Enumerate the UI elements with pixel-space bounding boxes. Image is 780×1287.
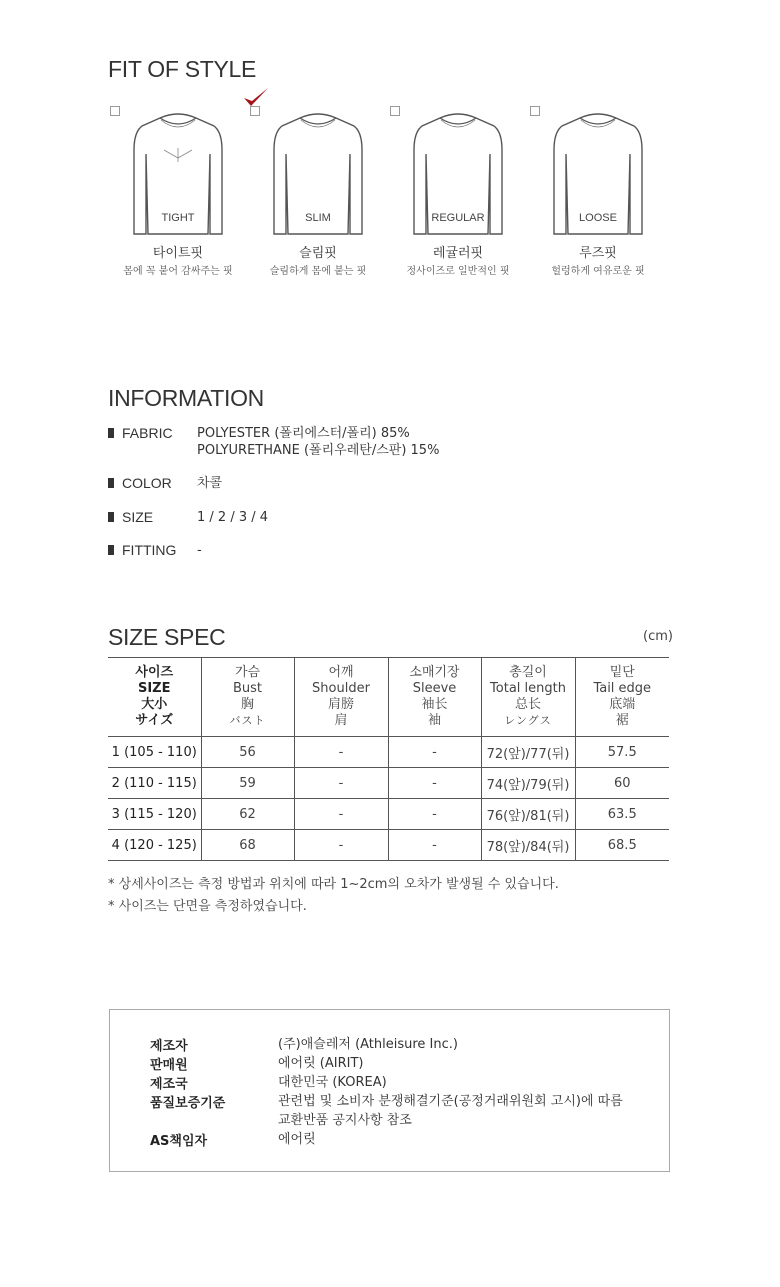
header-line: バスト [229,714,266,727]
header-line: Bust [232,681,263,696]
table-row [108,830,669,861]
table-cell: 1 (105 - 110) [108,737,201,768]
fit-description: 정사이즈로 일반적인 핏 [406,266,510,277]
info-label: SIZE [122,509,154,525]
fit-name: 레귤러핏 [432,246,484,261]
header-line: 底端 [609,697,636,712]
table-cell: - [388,830,481,861]
info-value: - [197,543,202,558]
fit-tag: LOOSE [579,212,617,224]
table-cell: 57.5 [575,737,669,768]
table-cell: 62 [201,799,294,830]
header-line: SIZE [137,681,171,696]
checkbox [110,106,120,116]
table-cell: 76(앞)/81(뒤) [481,799,575,830]
table-cell: 68.5 [575,830,669,861]
table-row [108,737,669,768]
maker-key: 판매원 [150,1058,188,1073]
header-bust [201,658,294,737]
table-cell: 72(앞)/77(뒤) [481,737,575,768]
fit-tag: REGULAR [431,212,485,224]
info-value [197,425,439,459]
header-tail-edge [575,658,669,737]
fit-option-loose [528,100,668,280]
unit-label: (cm) [643,629,673,644]
fabric-line-1: POLYESTER (폴리에스터/폴리) 85% [197,426,410,441]
header-line: サイズ [135,713,174,728]
header-line: 총길이 [509,665,547,680]
info-value: 차콜 [197,476,223,491]
header-line: Tail edge [593,681,652,696]
maker-value [278,1092,623,1130]
fit-option-slim [248,100,388,280]
info-label: FITTING [122,542,177,558]
table-cell: 3 (115 - 120) [108,799,201,830]
header-line: Total length [490,681,566,696]
header-line: 가슴 [234,665,261,680]
size-spec-title: SIZE SPEC [108,624,226,650]
fit-description: 헐렁하게 여유로운 핏 [551,266,645,277]
header-line: Shoulder [312,681,370,696]
header-line: 어깨 [328,665,354,680]
size-note-1: * 상세사이즈는 측정 방법과 위치에 따라 1~2cm의 오차가 발생될 수 있습니다. [108,877,559,892]
header-line: 밑단 [609,665,635,680]
bullet-icon [108,428,114,438]
maker-value: 대한민국 (KOREA) [278,1075,387,1090]
fit-name: 루즈핏 [579,246,617,261]
fit-tag: SLIM [305,212,331,224]
header-line: レングス [504,714,552,727]
table-cell: - [294,799,388,830]
maker-key: 품질보증기준 [150,1096,226,1111]
table-row [108,799,669,830]
table-cell: 68 [201,830,294,861]
size-spec-table [108,657,669,861]
information-section-title: INFORMATION [108,385,264,411]
fit-name: 타이트핏 [152,246,204,261]
checkmark-icon [242,86,270,110]
table-row [108,768,669,799]
table-cell: - [388,737,481,768]
header-line: 肩膀 [327,697,354,712]
header-line: 裾 [615,713,629,728]
maker-value: (주)애슬레저 (Athleisure Inc.) [278,1037,458,1052]
table-cell: - [294,768,388,799]
fit-tag: TIGHT [161,212,195,224]
fit-name: 슬림핏 [299,246,337,261]
table-cell: - [388,768,481,799]
fit-section-title: FIT OF STYLE [108,56,257,82]
maker-key: AS책임자 [150,1134,208,1149]
table-cell: 56 [201,737,294,768]
table-header-row [108,658,669,737]
table-cell: 59 [201,768,294,799]
table-cell: 60 [575,768,669,799]
fit-description: 슬림하게 몸에 붙는 핏 [269,266,367,277]
table-cell: 78(앞)/84(뒤) [481,830,575,861]
bullet-icon [108,545,114,555]
manufacturer-info-box [109,1009,670,1172]
info-label: FABRIC [122,425,173,441]
bullet-icon [108,478,114,488]
table-cell: 63.5 [575,799,669,830]
table-cell: 74(앞)/79(뒤) [481,768,575,799]
bullet-icon [108,512,114,522]
header-size [108,658,201,737]
header-line: 肩 [334,713,348,728]
header-line: 袖长 [421,697,448,712]
table-cell: 2 (110 - 115) [108,768,201,799]
fit-option-regular [388,100,528,280]
header-line: 大小 [141,697,168,712]
quality-line-1: 관련법 및 소비자 분쟁해결기준(공정거래위원회 고시)에 따름 [278,1094,623,1109]
header-sleeve [388,658,481,737]
info-label: COLOR [122,475,172,491]
info-value: 1 / 2 / 3 / 4 [197,510,269,525]
header-line: 사이즈 [135,665,174,680]
header-line: Sleeve [412,681,457,696]
header-shoulder [294,658,388,737]
table-cell: 4 (120 - 125) [108,830,201,861]
header-line: 소매기장 [409,665,460,680]
fit-option-tight [108,100,248,280]
size-note-2: * 사이즈는 단면을 측정하였습니다. [108,899,307,914]
table-cell: - [294,737,388,768]
table-cell: - [294,830,388,861]
header-line: 总长 [514,697,541,712]
header-line: 胸 [240,697,254,712]
maker-value: 에어릿 [278,1132,316,1147]
maker-key: 제조자 [150,1039,188,1054]
quality-line-2: 교환반품 공지사항 참조 [278,1113,412,1128]
table-cell: - [388,799,481,830]
maker-key: 제조국 [150,1077,188,1092]
header-line: 袖 [427,713,441,728]
fit-description: 몸에 꼭 붙어 감싸주는 핏 [123,266,233,277]
checkbox [390,106,400,116]
header-total-length [481,658,575,737]
checkbox [530,106,540,116]
fabric-line-2: POLYURETHANE (폴리우레탄/스판) 15% [197,443,440,458]
maker-value: 에어릿 (AIRIT) [278,1056,364,1071]
